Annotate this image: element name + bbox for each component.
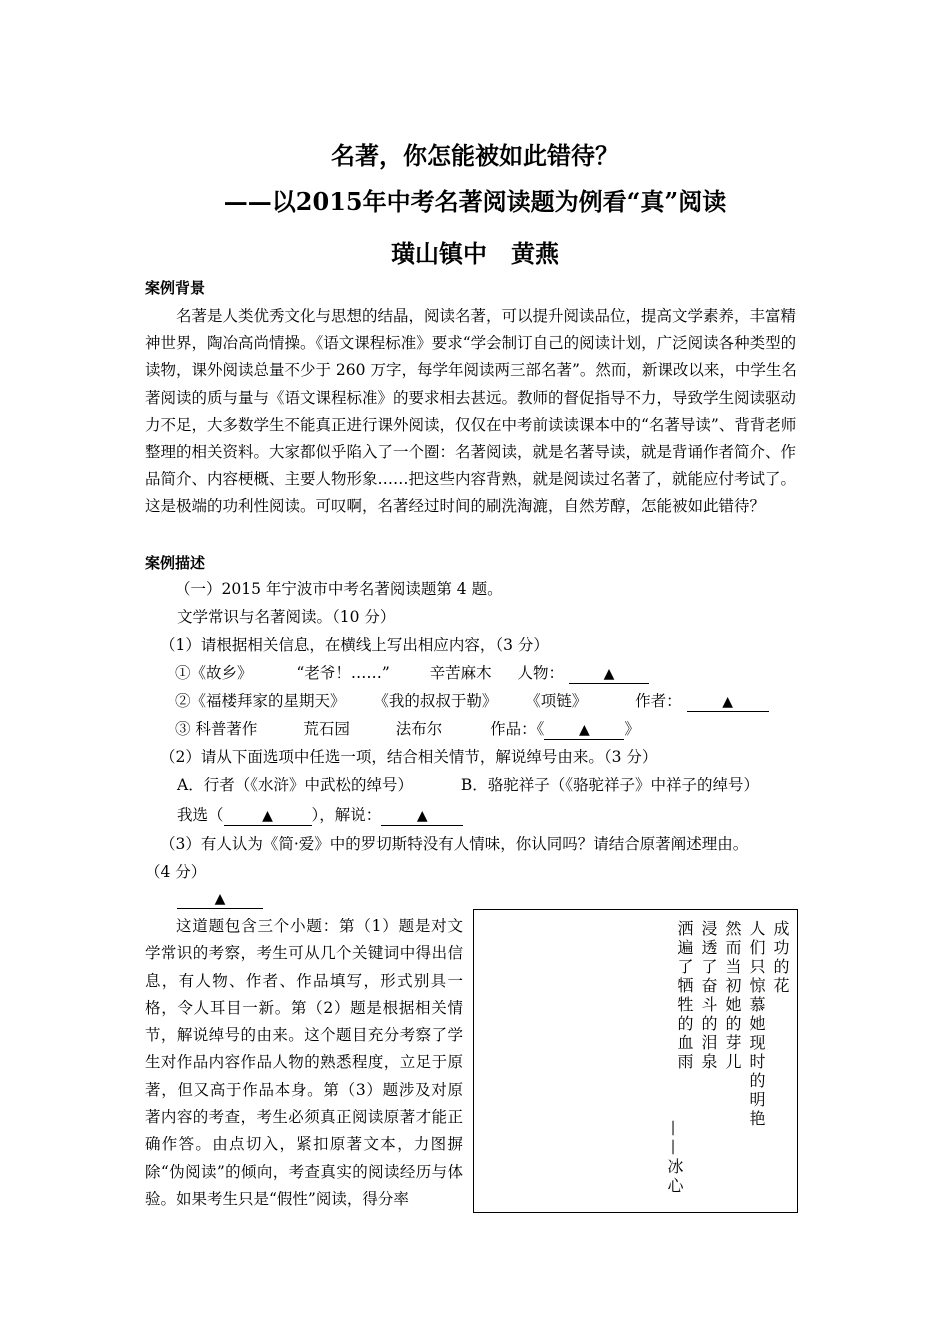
q1-item-2 (175, 689, 835, 712)
section-heading-background: 案例背景 (145, 279, 206, 297)
poem-line: 然而当初她的芽儿 (723, 920, 742, 1072)
q1-item-1 (175, 661, 835, 684)
answer-blank[interactable] (569, 664, 649, 684)
choice-blank[interactable] (224, 806, 312, 826)
poem-line: 洒遍了牺牲的血雨 (675, 920, 694, 1072)
q1-item-label: 人物： (517, 664, 565, 682)
poem-line: 人们只惊慕她现时的明艳 (747, 920, 766, 1129)
explain-blank[interactable] (381, 806, 463, 826)
question-2: （2）请从下面选项中任选一项，结合相关情节，解说绰号由来。（3 分） (160, 748, 658, 766)
question-3-line-2: （4 分） (145, 863, 207, 881)
triangle-icon: ▲ (603, 666, 615, 682)
poem-line: 浸透了奋斗的泪泉 (699, 920, 718, 1072)
q1-item-c: 法布尔 (395, 720, 443, 738)
q1-item-b: 荒石园 (303, 720, 350, 738)
answer-blank[interactable] (687, 692, 769, 712)
page-subtitle: ——以2015年中考名著阅读题为例看“真”阅读 (223, 187, 727, 216)
answer-blank[interactable] (544, 720, 624, 740)
triangle-icon: ▲ (214, 891, 226, 907)
page-title: 名著，你怎能被如此错待？ (331, 141, 619, 170)
q2-option-b: B．骆驼祥子（《骆驼祥子》中祥子的绰号） (460, 776, 759, 794)
triangle-icon: ▲ (416, 808, 428, 824)
exam-line: （一）2015 年宁波市中考名著阅读题第 4 题。 (175, 580, 503, 598)
author-line: 璜山镇中 黄燕 (391, 239, 559, 268)
q1-item-no: ②《福楼拜家的星期天》 (175, 692, 346, 710)
q1-item-3 (175, 717, 835, 740)
q3-answer-line (177, 889, 837, 909)
question-1: （1）请根据相关信息，在横线上写出相应内容，（3 分） (160, 636, 549, 654)
q1-item-b: 《我的叔叔于勒》 (373, 692, 498, 710)
triangle-icon: ▲ (722, 694, 734, 710)
triangle-icon: ▲ (262, 808, 273, 824)
poem-author: ——冰心 (665, 1120, 684, 1196)
analysis-paragraph: 这道题包含三个小题：第（1）题是对文学常识的考察，考生可从几个关键词中得出信息，有人物、作者、作品填写，形式别具一格，令人耳目一新。第（2）题是根据相关情节，解说绰号的由来。这个题目充分考察了学生对作品内容作品人物的熟悉程度，立足于原著，但又高于作品本身。第（3）题涉及对原著内容的考查，考生必须真正阅读原著才能正确作答。由点切入，紧扣原著文本，力图摒除“伪阅读”的倾向，考查真实的阅读经历与体验。如果考生只是“假性”阅读，得分率 (145, 917, 463, 1208)
q2-answer-line (177, 803, 837, 826)
answer-blank[interactable] (177, 889, 263, 909)
q1-item-label: 作者： (635, 692, 682, 710)
q1-item-tail: 》 (624, 720, 640, 738)
q1-item-b: “老爷！……” (296, 664, 390, 682)
q2-options (177, 773, 837, 795)
poem-line: 成功的花 (771, 920, 790, 996)
q1-item-label: 作品：《 (490, 720, 545, 738)
q1-item-no: ①《故乡》 (175, 664, 253, 682)
triangle-icon: ▲ (578, 722, 590, 738)
q1-item-c: 辛苦麻木 (429, 664, 492, 682)
topic-line: 文学常识与名著阅读。（10 分） (177, 608, 396, 626)
question-3-line-1: （3）有人认为《简·爱》中的罗切斯特没有人情味，你认同吗？请结合原著阐述理由。 (160, 835, 749, 853)
background-paragraph: 名著是人类优秀文化与思想的结晶，阅读名著，可以提升阅读品位，提高文学素养，丰富精神世界，陶冶高尚情操。《语文课程标准》要求“学会制订自己的阅读计划，广泛阅读各种类型的读物，课外阅读总量不少于 260 万字，每学年阅读两三部名著”。然而，新课改以来，中学生名著阅读的质与量与《语文课程标准》的要求相去甚远。教师的督促指导不力，导致学生阅读驱动力不足，大多数学生不能真正进行课外阅读，仅仅在中考前读读课本中的“名著导读”、背背老师整理的相关资料。大家都似乎陷入了一个圈：名著阅读，就是名著导读，就是背诵作者简介、作品简介、内容梗概、主要人物形象……把这些内容背熟，就是阅读过名著了，就能应付考试了。这是极端的功利性阅读。可叹啊，名著经过时间的刷洗淘漉，自然芳醇，怎能被如此错待？ (145, 307, 797, 516)
q1-item-no: ③ 科普著作 (175, 720, 258, 738)
poem-box (473, 909, 798, 1213)
q2-option-a: A．行者（《水浒》中武松的绰号） (177, 776, 413, 794)
q1-item-c: 《项链》 (525, 692, 588, 710)
q2-explain-label: ），解说： (311, 806, 382, 824)
section-heading-description: 案例描述 (145, 554, 206, 572)
q2-choose-label: 我选（ (177, 806, 224, 824)
